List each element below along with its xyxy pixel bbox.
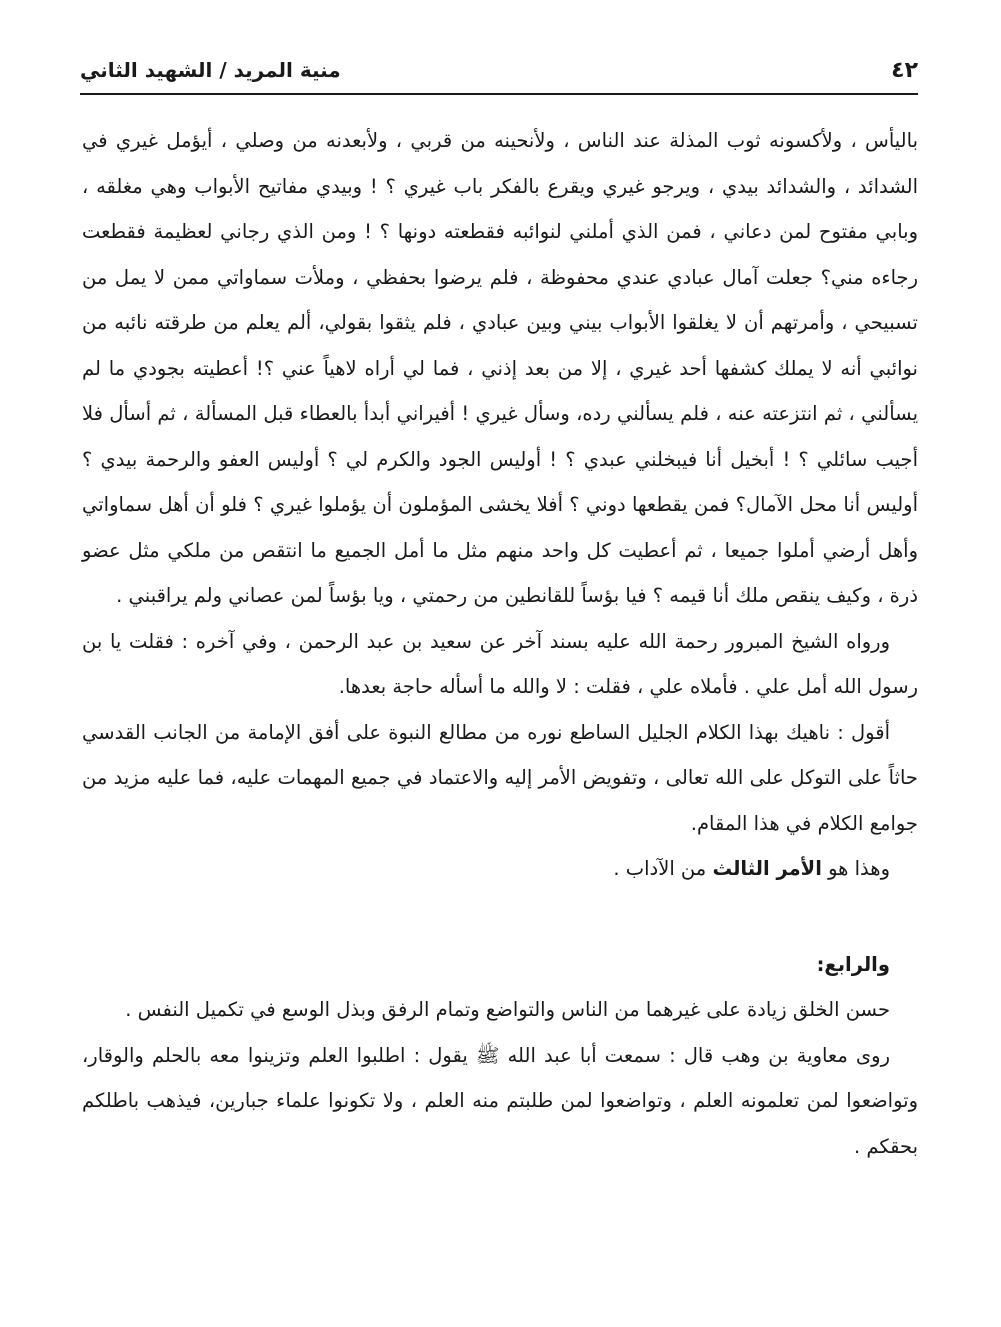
closing-line-after: من الآداب . (613, 857, 713, 880)
page-header (80, 56, 918, 92)
running-title: منية المريد / الشهيد الثاني (80, 58, 341, 82)
closing-line (82, 846, 918, 892)
page-body (82, 118, 918, 1169)
paragraph-narration: ورواه الشيخ المبرور رحمة الله عليه بسند آخر عن سعيد بن عبد الرحمن ، وفي آخره : فقلت يا بن رسول الله أمل علي . فأملاه علي ، فقلت : لا والله ما أسأله حاجة بعدها. (82, 629, 918, 698)
header-divider (80, 93, 918, 95)
paragraph-section-intro: حسن الخلق زيادة على غيرهما من الناس والتواضع وتمام الرفق وبذل الوسع في تكميل النفس . (125, 998, 890, 1021)
paragraph-hadith-continuation: باليأس ، ولأكسونه ثوب المذلة عند الناس ، ولأنحينه من قربي ، ولأبعدنه من وصلي ، أيؤمل غيري في الشدائد ، والشدائد بيدي ، ويرجو غيري ويقرع بالفكر باب غيري ؟ ! وبيدي مفاتيح الأبواب وهي مغلقه ، وبابي مفتوح لمن دعاني ، فمن الذي أملني لنوائبه فقطعته دونها ؟ ! ومن الذي رجاني لعظيمة فقطعت رجاءه مني؟ جعلت آمال عبادي عندي محفوظة ، فلم يرضوا بحفظي ، وملأت سماواتي ممن لا يمل من تسبيحي ، وأمرتهم أن لا يغلقوا الأبواب بيني وبين عبادي ، فلم يثقوا بقولي، ألم يعلم من طرقته نائبه من نوائبي أنه لا يملك كشفها أحد غيري ، إلا من بعد إذني ، فما لي أراه لاهياً عني ؟! أعطيته بجودي ما لم يسألني ، ثم انتزعته عنه ، فلم يسألني رده، وسأل غيري ! أفيراني أبدأ بالعطاء قبل المسألة ، ثم أسأل فلا أجيب سائلي ؟ ! أبخيل أنا فيبخلني عبدي ؟ ! أوليس الجود والكرم لي ؟ أوليس العفو والرحمة بيدي ؟ أوليس أنا محل الآمال؟ فمن يقطعها دوني ؟ أفلا يخشى المؤملون أن يؤملوا غيري ؟ فلو أن أهل سماواتي وأهل أرضي أملوا جميعا ، ثم أعطيت كل واحد منهم مثل ما أمل الجميع ما انتقص من ملكي مثل عضو ذرة ، وكيف ينقص ملك أنا قيمه ؟ فيا بؤساً للقانطين من رحمتي ، ويا بؤساً لمن عصاني ولم يراقبني . (82, 129, 918, 607)
paragraph-commentary: أقول : ناهيك بهذا الكلام الجليل الساطع نوره من مطالع النبوة على أفق الإمامة من الجانب القدسي حاثاً على التوكل على الله تعالى ، وتفويض الأمر إليه والاعتماد في جميع المهمات عليه، فما عليه مزيد من جوامع الكلام في هذا المقام. (82, 720, 918, 835)
closing-line-bold: الأمر الثالث (712, 857, 822, 880)
page-number: ٤٢ (891, 58, 918, 83)
section-heading: والرابع: (816, 952, 890, 976)
section-spacer (82, 892, 918, 942)
closing-line-before: وهذا هو (821, 857, 890, 880)
paragraph-section-hadith: روى معاوية بن وهب قال : سمعت أبا عبد الله ﷺ يقول : اطلبوا العلم وتزينوا معه بالحلم والوقار، وتواضعوا لمن تعلمونه العلم ، وتواضعوا لمن طلبتم منه العلم ، ولا تكونوا علماء جبارين، فيذهب باطلكم بحقكم . (82, 1043, 918, 1158)
